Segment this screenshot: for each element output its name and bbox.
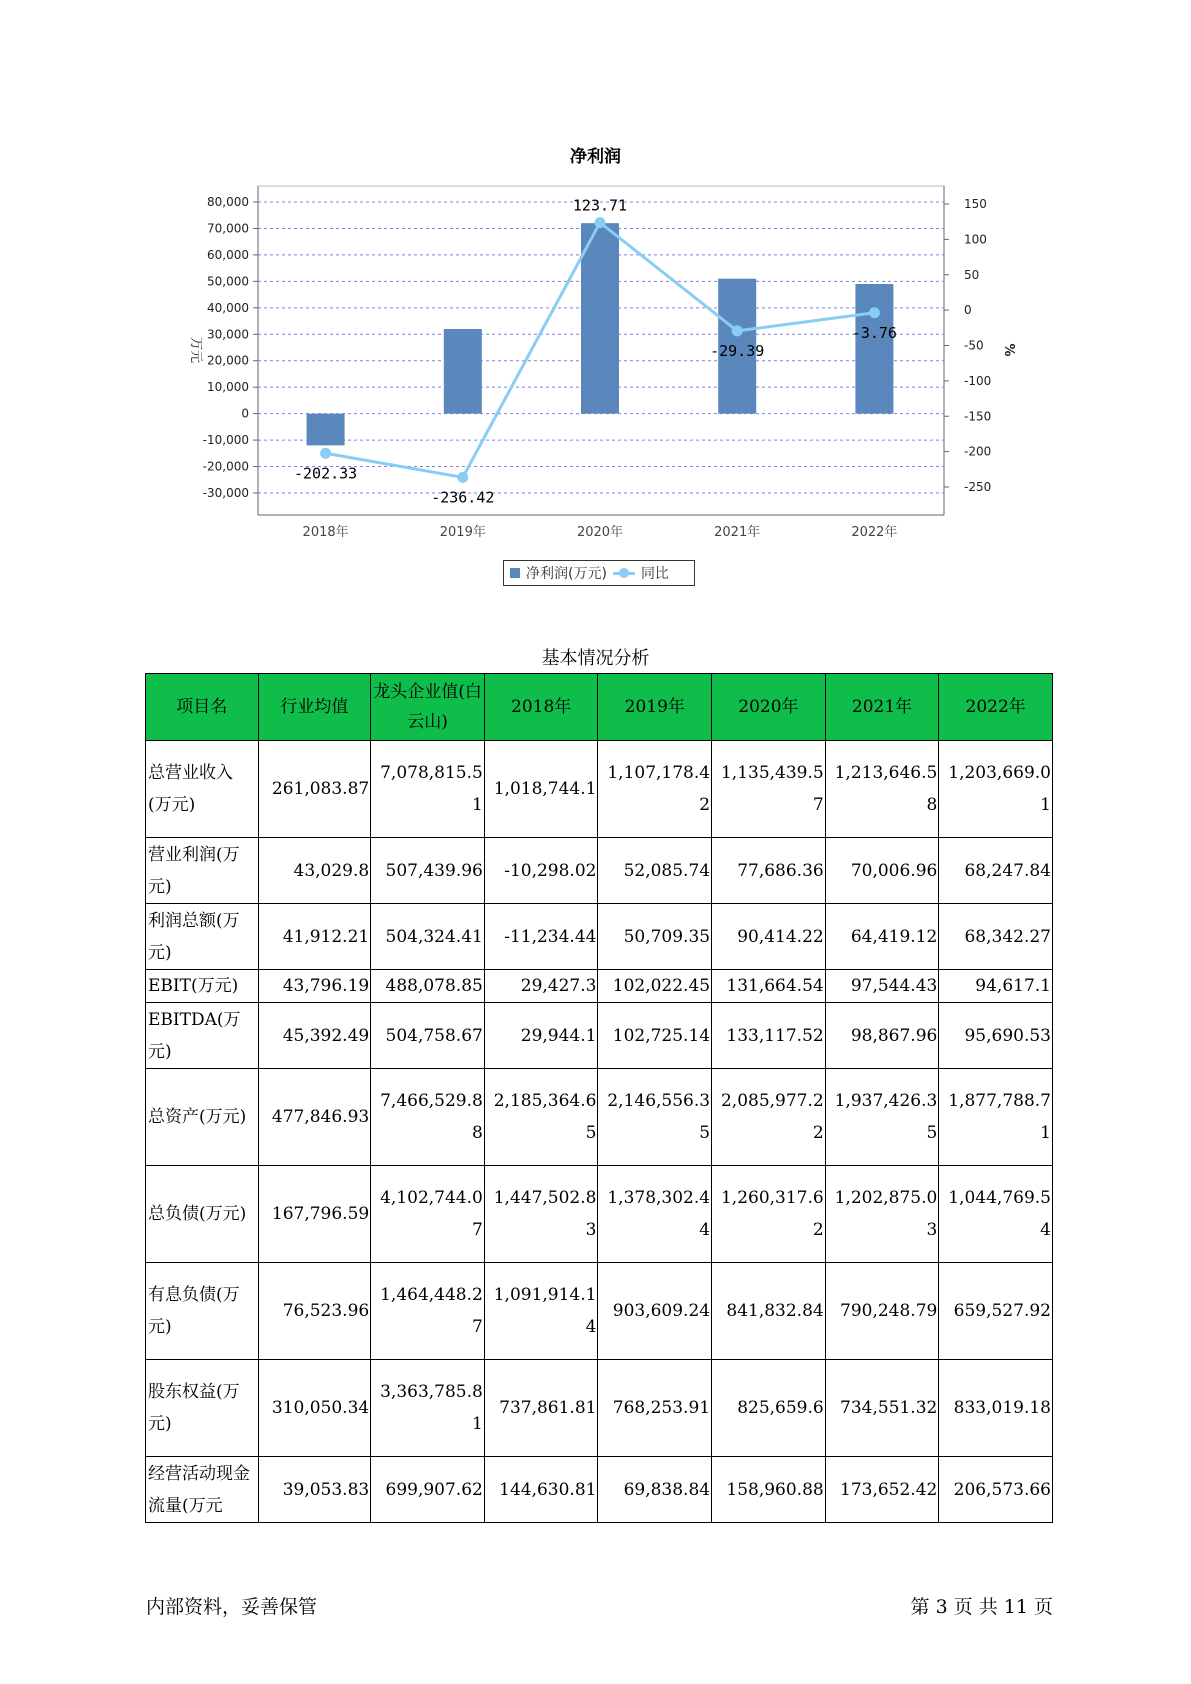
value-cell: 1,213,646.58 xyxy=(825,741,939,838)
net-profit-chart xyxy=(0,0,1191,600)
value-cell: 68,342.27 xyxy=(939,904,1053,970)
right-tick-label: 50 xyxy=(964,267,980,282)
value-cell: 95,690.53 xyxy=(939,1003,1053,1069)
right-tick-label: -100 xyxy=(964,373,992,388)
right-tick-label: -250 xyxy=(964,480,992,494)
table-row xyxy=(146,970,1053,1003)
header-cell: 2019年 xyxy=(598,674,712,741)
row-label-cell: 总营业收入(万元) xyxy=(146,741,259,838)
value-cell: 7,078,815.51 xyxy=(371,741,485,838)
value-cell: 50,709.35 xyxy=(598,904,712,970)
value-cell: 825,659.6 xyxy=(712,1360,826,1457)
yoy-point xyxy=(869,307,880,318)
value-cell: 477,846.93 xyxy=(258,1069,371,1166)
row-label-cell: 股东权益(万元) xyxy=(146,1360,259,1457)
value-cell: 833,019.18 xyxy=(939,1360,1053,1457)
header-cell: 2018年 xyxy=(484,674,598,741)
footer-confidential-note: 内部资料，妥善保管 xyxy=(146,1596,318,1618)
value-cell: 41,912.21 xyxy=(258,904,371,970)
table-row xyxy=(146,1457,1053,1523)
value-cell: 659,527.92 xyxy=(939,1263,1053,1360)
value-cell: 1,378,302.44 xyxy=(598,1166,712,1263)
right-tick-label: -150 xyxy=(964,409,992,424)
right-tick-label: 0 xyxy=(964,303,972,318)
value-cell: 737,861.81 xyxy=(484,1360,598,1457)
left-tick-label: 40,000 xyxy=(207,300,249,315)
value-cell: 4,102,744.07 xyxy=(371,1166,485,1263)
value-cell: 1,260,317.62 xyxy=(712,1166,826,1263)
value-cell: 1,135,439.57 xyxy=(712,741,826,838)
left-tick-label: 30,000 xyxy=(207,327,249,342)
table-caption: 基本情况分析 xyxy=(541,648,650,669)
legend-line-swatch xyxy=(613,567,635,579)
value-cell: 206,573.66 xyxy=(939,1457,1053,1523)
value-cell: 1,044,769.54 xyxy=(939,1166,1053,1263)
value-cell: 94,617.1 xyxy=(939,970,1053,1003)
value-cell: 903,609.24 xyxy=(598,1263,712,1360)
value-cell: 488,078.85 xyxy=(371,970,485,1003)
right-tick-label: -50 xyxy=(964,338,984,353)
value-cell: 2,146,556.35 xyxy=(598,1069,712,1166)
left-tick-label: 20,000 xyxy=(207,353,249,368)
value-cell: 1,464,448.27 xyxy=(371,1263,485,1360)
basic-analysis-table xyxy=(145,673,1053,1523)
yoy-data-label: -29.39 xyxy=(710,341,765,360)
value-cell: 158,960.88 xyxy=(712,1457,826,1523)
x-tick-label: 2018年 xyxy=(302,525,349,540)
value-cell: 504,324.41 xyxy=(371,904,485,970)
left-tick-label: -10,000 xyxy=(202,433,249,448)
value-cell: -11,234.44 xyxy=(484,904,598,970)
x-tick-label: 2020年 xyxy=(576,525,624,540)
table-row xyxy=(146,838,1053,904)
net-profit-bar xyxy=(444,329,482,414)
left-tick-label: 10,000 xyxy=(207,380,249,395)
table-row xyxy=(146,1360,1053,1457)
left-tick-label: 80,000 xyxy=(207,195,249,209)
value-cell: 261,083.87 xyxy=(258,741,371,838)
left-tick-label: -20,000 xyxy=(202,459,249,474)
value-cell: 699,907.62 xyxy=(371,1457,485,1523)
table-row xyxy=(146,1263,1053,1360)
table-row xyxy=(146,1069,1053,1166)
value-cell: 768,253.91 xyxy=(598,1360,712,1457)
chart-legend xyxy=(503,560,695,586)
value-cell: 310,050.34 xyxy=(258,1360,371,1457)
table-row xyxy=(146,904,1053,970)
value-cell: 90,414.22 xyxy=(712,904,826,970)
value-cell: 97,544.43 xyxy=(825,970,939,1003)
value-cell: 167,796.59 xyxy=(258,1166,371,1263)
left-tick-label: -30,000 xyxy=(202,486,249,500)
left-tick-label: 0 xyxy=(241,406,249,421)
header-cell: 项目名 xyxy=(146,674,259,741)
value-cell: 841,832.84 xyxy=(712,1263,826,1360)
value-cell: 102,725.14 xyxy=(598,1003,712,1069)
footer-page-number: 第 3 页 共 11 页 xyxy=(910,1596,1053,1618)
row-label-cell: 营业利润(万元) xyxy=(146,838,259,904)
left-axis-title: 万元 xyxy=(188,336,203,364)
yoy-data-label: -236.42 xyxy=(431,488,495,507)
value-cell: -10,298.02 xyxy=(484,838,598,904)
value-cell: 144,630.81 xyxy=(484,1457,598,1523)
row-label-cell: 总负债(万元) xyxy=(146,1166,259,1263)
right-tick-label: -200 xyxy=(964,444,992,459)
value-cell: 64,419.12 xyxy=(825,904,939,970)
header-cell: 2020年 xyxy=(712,674,826,741)
legend-bar-swatch xyxy=(510,568,520,578)
value-cell: 1,877,788.71 xyxy=(939,1069,1053,1166)
row-label-cell: EBITDA(万元) xyxy=(146,1003,259,1069)
value-cell: 77,686.36 xyxy=(712,838,826,904)
row-label-cell: EBIT(万元) xyxy=(146,970,259,1003)
value-cell: 131,664.54 xyxy=(712,970,826,1003)
row-label-cell: 利润总额(万元) xyxy=(146,904,259,970)
value-cell: 133,117.52 xyxy=(712,1003,826,1069)
x-tick-label: 2019年 xyxy=(439,525,486,540)
legend-bar-label: 净利润(万元) xyxy=(526,566,607,582)
net-profit-bar xyxy=(855,284,893,414)
value-cell: 45,392.49 xyxy=(258,1003,371,1069)
header-cell: 2021年 xyxy=(825,674,939,741)
value-cell: 507,439.96 xyxy=(371,838,485,904)
left-tick-label: 60,000 xyxy=(207,247,249,262)
left-tick-label: 70,000 xyxy=(207,221,249,236)
value-cell: 102,022.45 xyxy=(598,970,712,1003)
value-cell: 734,551.32 xyxy=(825,1360,939,1457)
value-cell: 52,085.74 xyxy=(598,838,712,904)
yoy-data-label: -202.33 xyxy=(293,464,358,483)
value-cell: 1,937,426.35 xyxy=(825,1069,939,1166)
value-cell: 43,796.19 xyxy=(258,970,371,1003)
net-profit-bar xyxy=(581,223,619,413)
table-row xyxy=(146,741,1053,838)
legend-line-label: 同比 xyxy=(640,566,669,582)
table-row xyxy=(146,1003,1053,1069)
right-axis-title: % xyxy=(1001,343,1016,357)
yoy-point xyxy=(595,217,606,228)
value-cell: 69,838.84 xyxy=(598,1457,712,1523)
value-cell: 2,185,364.65 xyxy=(484,1069,598,1166)
chart-canvas xyxy=(0,0,1191,600)
right-tick-label: 100 xyxy=(964,232,987,247)
yoy-data-label: -3.76 xyxy=(851,323,897,342)
value-cell: 68,247.84 xyxy=(939,838,1053,904)
yoy-point xyxy=(732,325,743,336)
value-cell: 504,758.67 xyxy=(371,1003,485,1069)
yoy-point xyxy=(320,448,331,459)
value-cell: 173,652.42 xyxy=(825,1457,939,1523)
yoy-point xyxy=(457,472,468,483)
table-row xyxy=(146,1166,1053,1263)
row-label-cell: 经营活动现金流量(万元 xyxy=(146,1457,259,1523)
value-cell: 3,363,785.81 xyxy=(371,1360,485,1457)
value-cell: 29,944.1 xyxy=(484,1003,598,1069)
chart-title: 净利润 xyxy=(570,147,621,167)
table-header-row xyxy=(146,674,1053,741)
value-cell: 790,248.79 xyxy=(825,1263,939,1360)
value-cell: 76,523.96 xyxy=(258,1263,371,1360)
header-cell: 行业均值 xyxy=(258,674,371,741)
x-tick-label: 2022年 xyxy=(851,525,898,540)
value-cell: 39,053.83 xyxy=(258,1457,371,1523)
value-cell: 70,006.96 xyxy=(825,838,939,904)
value-cell: 1,203,669.01 xyxy=(939,741,1053,838)
value-cell: 7,466,529.88 xyxy=(371,1069,485,1166)
value-cell: 1,202,875.03 xyxy=(825,1166,939,1263)
value-cell: 1,091,914.14 xyxy=(484,1263,598,1360)
value-cell: 98,867.96 xyxy=(825,1003,939,1069)
right-tick-label: 150 xyxy=(964,197,987,211)
value-cell: 2,085,977.22 xyxy=(712,1069,826,1166)
value-cell: 1,447,502.83 xyxy=(484,1166,598,1263)
value-cell: 43,029.8 xyxy=(258,838,371,904)
x-tick-label: 2021年 xyxy=(714,525,761,540)
row-label-cell: 有息负债(万元) xyxy=(146,1263,259,1360)
row-label-cell: 总资产(万元) xyxy=(146,1069,259,1166)
value-cell: 1,018,744.1 xyxy=(484,741,598,838)
net-profit-bar xyxy=(307,414,345,446)
value-cell: 1,107,178.42 xyxy=(598,741,712,838)
header-cell: 2022年 xyxy=(939,674,1053,741)
header-cell: 龙头企业值(白云山) xyxy=(371,674,485,741)
value-cell: 29,427.3 xyxy=(484,970,598,1003)
yoy-data-label: 123.71 xyxy=(572,196,628,215)
left-tick-label: 50,000 xyxy=(207,274,249,289)
